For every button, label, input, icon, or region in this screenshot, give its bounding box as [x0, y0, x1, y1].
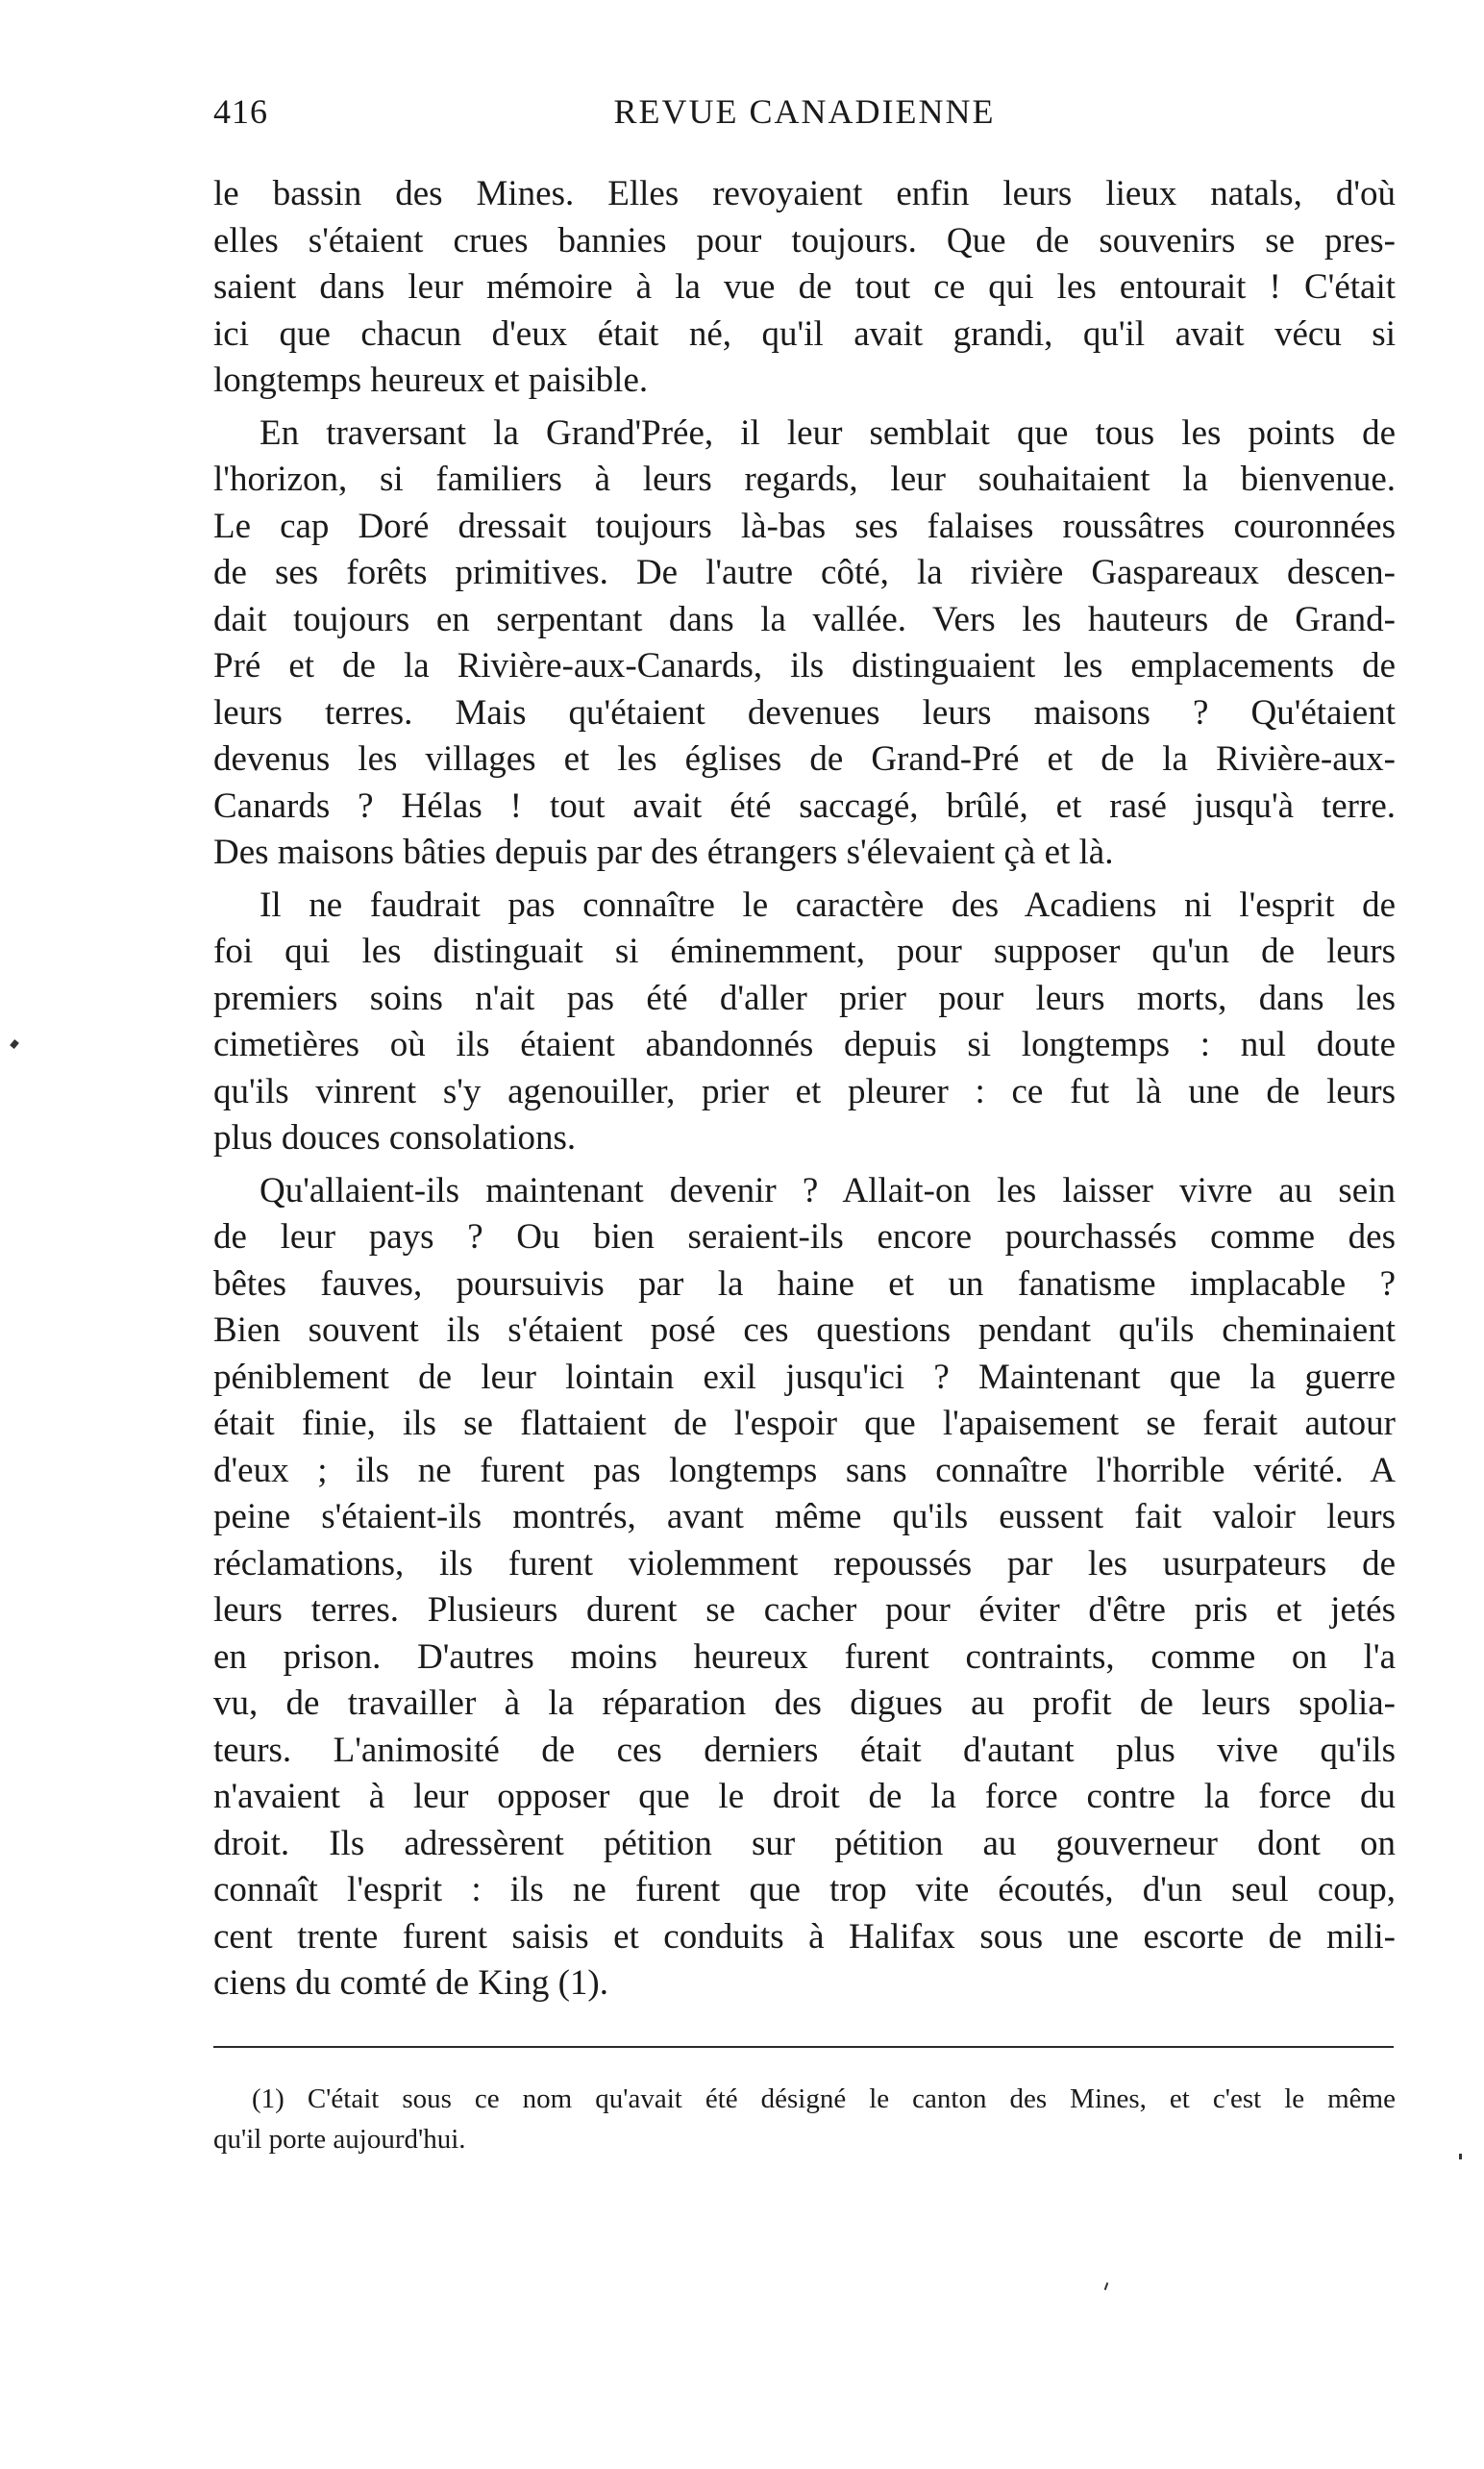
- text-line: n'avaient à leur opposer que le droit de la force contre la force du: [213, 1777, 1396, 1816]
- text-line: Il ne faudrait pas connaître le caractère des Acadiens ni l'esprit de: [260, 885, 1396, 925]
- body-text: [213, 171, 1396, 2008]
- text-line: saient dans leur mémoire à la vue de tout ce qui les entourait ! C'était: [213, 267, 1396, 307]
- footnote-divider: [213, 2046, 1394, 2048]
- footnote-line: qu'il porte aujourd'hui.: [213, 2124, 466, 2155]
- text-line: ciens du comté de King (1).: [213, 1963, 608, 2003]
- text-line: Qu'allaient-ils maintenant devenir ? Allait-on les laisser vivre au sein: [260, 1170, 1396, 1210]
- text-line: le bassin des Mines. Elles revoyaient enfin leurs lieux natals, d'où: [213, 174, 1396, 213]
- text-line: Le cap Doré dressait toujours là-bas ses falaises roussâtres couronnées: [213, 506, 1396, 546]
- page-header: [213, 91, 1396, 149]
- text-line: peine s'étaient-ils montrés, avant même qu'ils eussent fait valoir leurs: [213, 1497, 1396, 1536]
- text-line: foi qui les distinguait si éminemment, pour supposer qu'un de leurs: [213, 932, 1396, 971]
- text-line: l'horizon, si familiers à leurs regards, leur souhaitaient la bienvenue.: [213, 460, 1396, 499]
- text-line: bêtes fauves, poursuivis par la haine et un fanatisme implacable ?: [213, 1263, 1396, 1304]
- text-line: était finie, ils se flattaient de l'espoir que l'apaisement se ferait autour: [213, 1404, 1396, 1443]
- text-line: cent trente furent saisis et conduits à Halifax sous une escorte de mili-: [213, 1916, 1396, 1957]
- text-line: Canards ? Hélas ! tout avait été saccagé, brûlé, et rasé jusqu'à terre.: [213, 786, 1396, 826]
- text-line: qu'ils vinrent s'y agenouiller, prier et pleurer : ce fut là une de leurs: [213, 1071, 1396, 1111]
- running-title: REVUE CANADIENNE: [613, 92, 996, 131]
- text-line: en prison. D'autres moins heureux furent contraints, comme on l'a: [213, 1636, 1396, 1677]
- text-line: Bien souvent ils s'étaient posé ces questions pendant qu'ils cheminaient: [213, 1310, 1396, 1350]
- text-line: longtemps heureux et paisible.: [213, 361, 649, 400]
- text-line: Pré et de la Rivière-aux-Canards, ils distinguaient les emplacements de: [213, 646, 1396, 686]
- text-line: dait toujours en serpentant dans la vallée. Vers les hauteurs de Grand-: [213, 599, 1396, 639]
- text-line: En traversant la Grand'Prée, il leur semblait que tous les points de: [260, 412, 1396, 453]
- text-line: vu, de travailler à la réparation des digues au profit de leurs spolia-: [213, 1683, 1396, 1723]
- text-line: droit. Ils adressèrent pétition sur pétition au gouverneur dont on: [213, 1823, 1396, 1863]
- text-line: elles s'étaient crues bannies pour toujours. Que de souvenirs se pres-: [213, 220, 1396, 261]
- text-line: de leur pays ? Ou bien seraient-ils encore pourchassés comme des: [213, 1217, 1396, 1257]
- text-line: teurs. L'animosité de ces derniers était d'autant plus vive qu'ils: [213, 1730, 1396, 1770]
- text-line: plus douces consolations.: [213, 1118, 577, 1158]
- footnote-line: (1) C'était sous ce nom qu'avait été désigné le canton des Mines, et c'est le même: [252, 2083, 1396, 2114]
- scan-speck: [10, 1039, 19, 1049]
- text-line: réclamations, ils furent violemment repoussés par les usurpateurs de: [213, 1543, 1396, 1584]
- scan-speck: [1459, 2154, 1462, 2159]
- text-line: de ses forêts primitives. De l'autre côté, la rivière Gaspareaux descen-: [213, 553, 1396, 592]
- text-line: cimetières où ils étaient abandonnés depuis si longtemps : nul doute: [213, 1025, 1396, 1064]
- text-line: connaît l'esprit : ils ne furent que trop vite écoutés, d'un seul coup,: [213, 1870, 1396, 1909]
- text-line: leurs terres. Mais qu'étaient devenues leurs maisons ? Qu'étaient: [213, 692, 1396, 733]
- text-line: premiers soins n'ait pas été d'aller prier pour leurs morts, dans les: [213, 978, 1396, 1018]
- text-line: devenus les villages et les églises de Grand-Pré et de la Rivière-aux-: [213, 739, 1396, 779]
- page-number: 416: [213, 92, 268, 131]
- text-line: péniblement de leur lointain exil jusqu'ici ? Maintenant que la guerre: [213, 1357, 1396, 1397]
- footnote: [213, 2079, 1396, 2159]
- scan-speck: [1104, 2282, 1109, 2290]
- text-line: leurs terres. Plusieurs durent se cacher pour éviter d'être pris et jetés: [213, 1590, 1396, 1630]
- text-line: d'eux ; ils ne furent pas longtemps sans connaître l'horrible vérité. A: [213, 1450, 1396, 1490]
- text-line: ici que chacun d'eux était né, qu'il avait grandi, qu'il avait vécu si: [213, 313, 1396, 354]
- text-line: Des maisons bâties depuis par des étrangers s'élevaient çà et là.: [213, 833, 1114, 872]
